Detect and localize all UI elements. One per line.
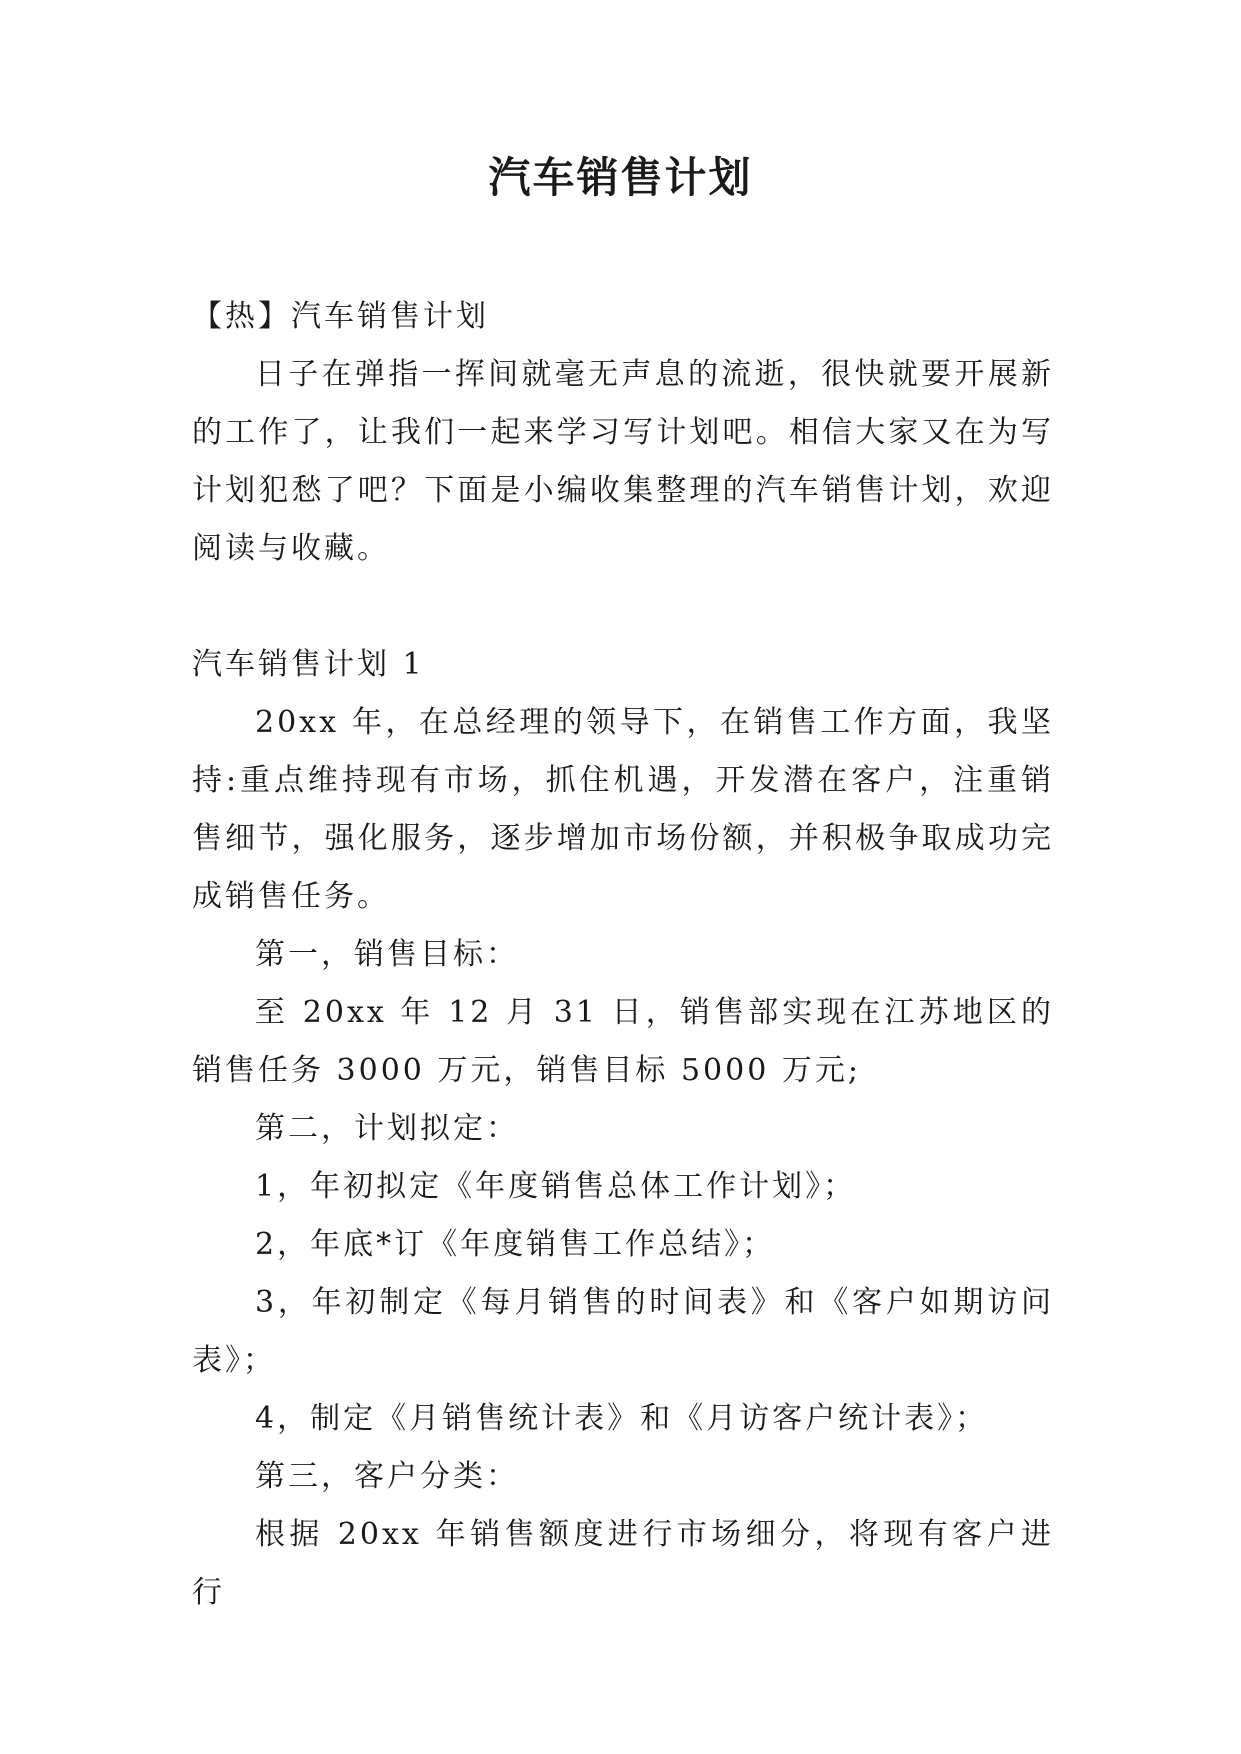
paragraph-customer-heading: 第三，客户分类：	[255, 1459, 519, 1494]
list-item: 1，年初拟定《年度销售总体工作计划》；	[255, 1169, 857, 1204]
paragraph-spacer	[192, 578, 1054, 636]
paragraph-sales-target-heading: 第一，销售目标：	[255, 937, 519, 972]
section-heading-plan-1: 汽车销售计划 1	[192, 647, 425, 682]
paragraph-overview: 20xx 年，在总经理的领导下，在销售工作方面，我坚持:重点维持现有市场，抓住机遇，开发潜在客户，注重销售细节，强化服务，逐步增加市场份额，并积极争取成功完成销售任务。	[192, 705, 1054, 914]
paragraph-sales-target: 至 20xx 年 12 月 31 日，销售部实现在江苏地区的销售任务 3000 万元，销售目标 5000 万元;	[192, 995, 1054, 1088]
document-body	[192, 288, 1054, 1622]
paragraph-hot-heading: 【热】汽车销售计划	[192, 299, 489, 334]
list-item: 2，年底*订《年度销售工作总结》；	[255, 1227, 776, 1262]
list-item: 3，年初制定《每月销售的时间表》和《客户如期访问表》；	[192, 1285, 1054, 1378]
list-item: 4，制定《月销售统计表》和《月访客户统计表》；	[255, 1401, 989, 1436]
paragraph-customer-classification: 根据 20xx 年销售额度进行市场细分，将现有客户进行	[192, 1517, 1054, 1610]
paragraph-intro: 日子在弹指一挥间就毫无声息的流逝，很快就要开展新的工作了，让我们一起来学习写计划吧。相信大家又在为写计划犯愁了吧？下面是小编收集整理的汽车销售计划，欢迎阅读与收藏。	[192, 357, 1054, 566]
document-title: 汽车销售计划	[488, 153, 753, 202]
paragraph-plan-heading: 第二，计划拟定：	[255, 1111, 519, 1146]
